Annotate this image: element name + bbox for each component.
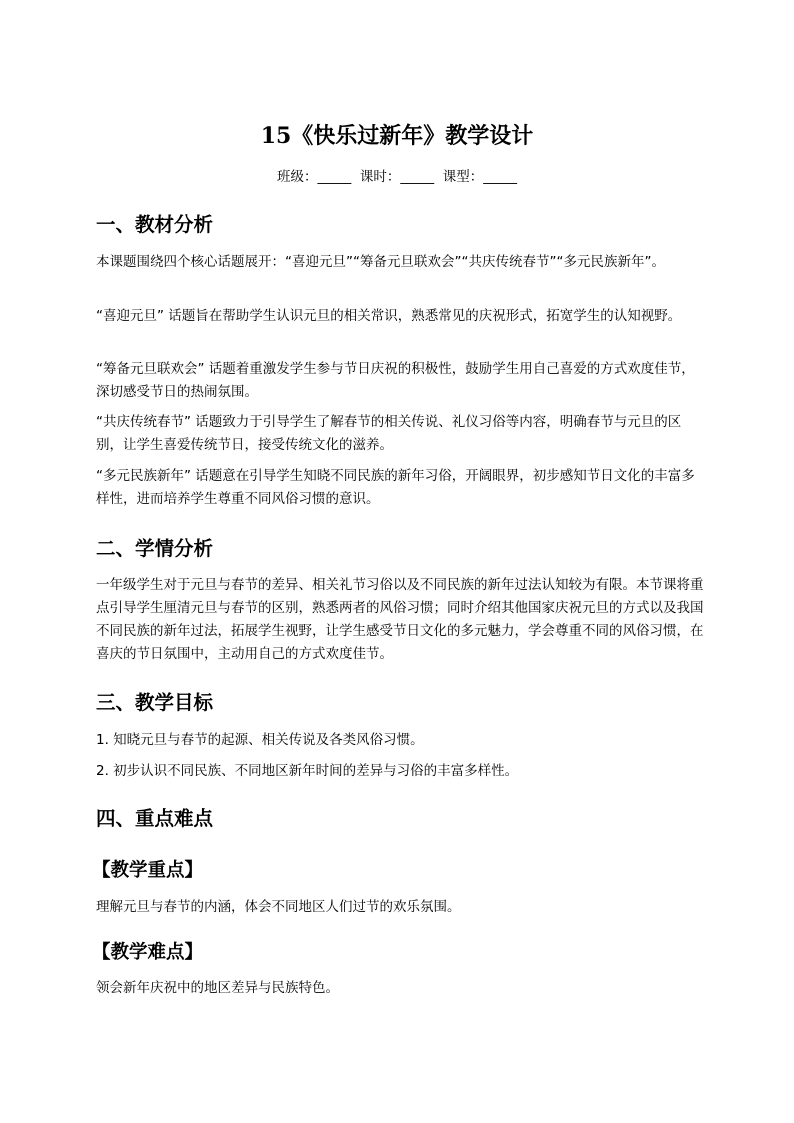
paragraph: 一年级学生对于元旦与春节的差异、相关礼节习俗以及不同民族的新年过法认知较为有限。本节课将重点引导学生厘清元旦与春节的区别，熟悉两者的风俗习惯；同时介绍其他国家庆祝元旦的方式以及我国不同民族的新年过法，拓展学生视野，让学生感受节日文化的多元魅力，学会尊重不同的风俗习惯，在喜庆的节日氛围中，主动用自己的方式欢度佳节。 [96,577,704,662]
paragraph: “共庆传统春节” 话题致力于引导学生了解春节的相关传说、礼仪习俗等内容，明确春节与元旦的区别，让学生喜爱传统节日，接受传统文化的滋养。 [96,414,682,453]
section-heading-student-analysis: 二、学情分析 [96,537,214,560]
document-title: 15《快乐过新年》教学设计 [260,123,534,149]
paragraph: 本课题围绕四个核心话题展开：“喜迎元旦”“筹备元旦联欢会”“共庆传统春节”“多元民族新年”。 [96,254,665,270]
subheading-key-point: 【教学重点】 [92,860,204,881]
section-heading-teaching-goals: 三、教学目标 [96,691,214,714]
paragraph: “多元民族新年” 话题意在引导学生知晓不同民族的新年习俗，开阔眼界，初步感知节日文化的丰富多样性，进而培养学生尊重不同风俗习惯的意识。 [96,468,695,507]
paragraph: “筹备元旦联欢会” 话题着重激发学生参与节日庆祝的积极性，鼓励学生用自己喜爱的方式欢度佳节，深切感受节日的热闹氛围。 [96,361,695,400]
paragraph: 理解元旦与春节的内涵，体会不同地区人们过节的欢乐氛围。 [96,899,461,915]
section-heading-key-points: 四、重点难点 [96,807,214,830]
class-info-line: 班级：_____ 课时：_____ 课型：_____ [277,169,517,185]
list-item: 2. 初步认识不同民族、不同地区新年时间的差异与习俗的丰富多样性。 [96,763,519,779]
section-heading-textbook-analysis: 一、教材分析 [96,213,214,236]
paragraph: “喜迎元旦” 话题旨在帮助学生认识元旦的相关常识，熟悉常见的庆祝形式，拓宽学生的认知视野。 [96,308,682,324]
list-item: 1. 知晓元旦与春节的起源、相关传说及各类风俗习惯。 [96,732,424,748]
paragraph: 领会新年庆祝中的地区差异与民族特色。 [96,980,339,996]
subheading-difficult-point: 【教学难点】 [92,942,204,963]
